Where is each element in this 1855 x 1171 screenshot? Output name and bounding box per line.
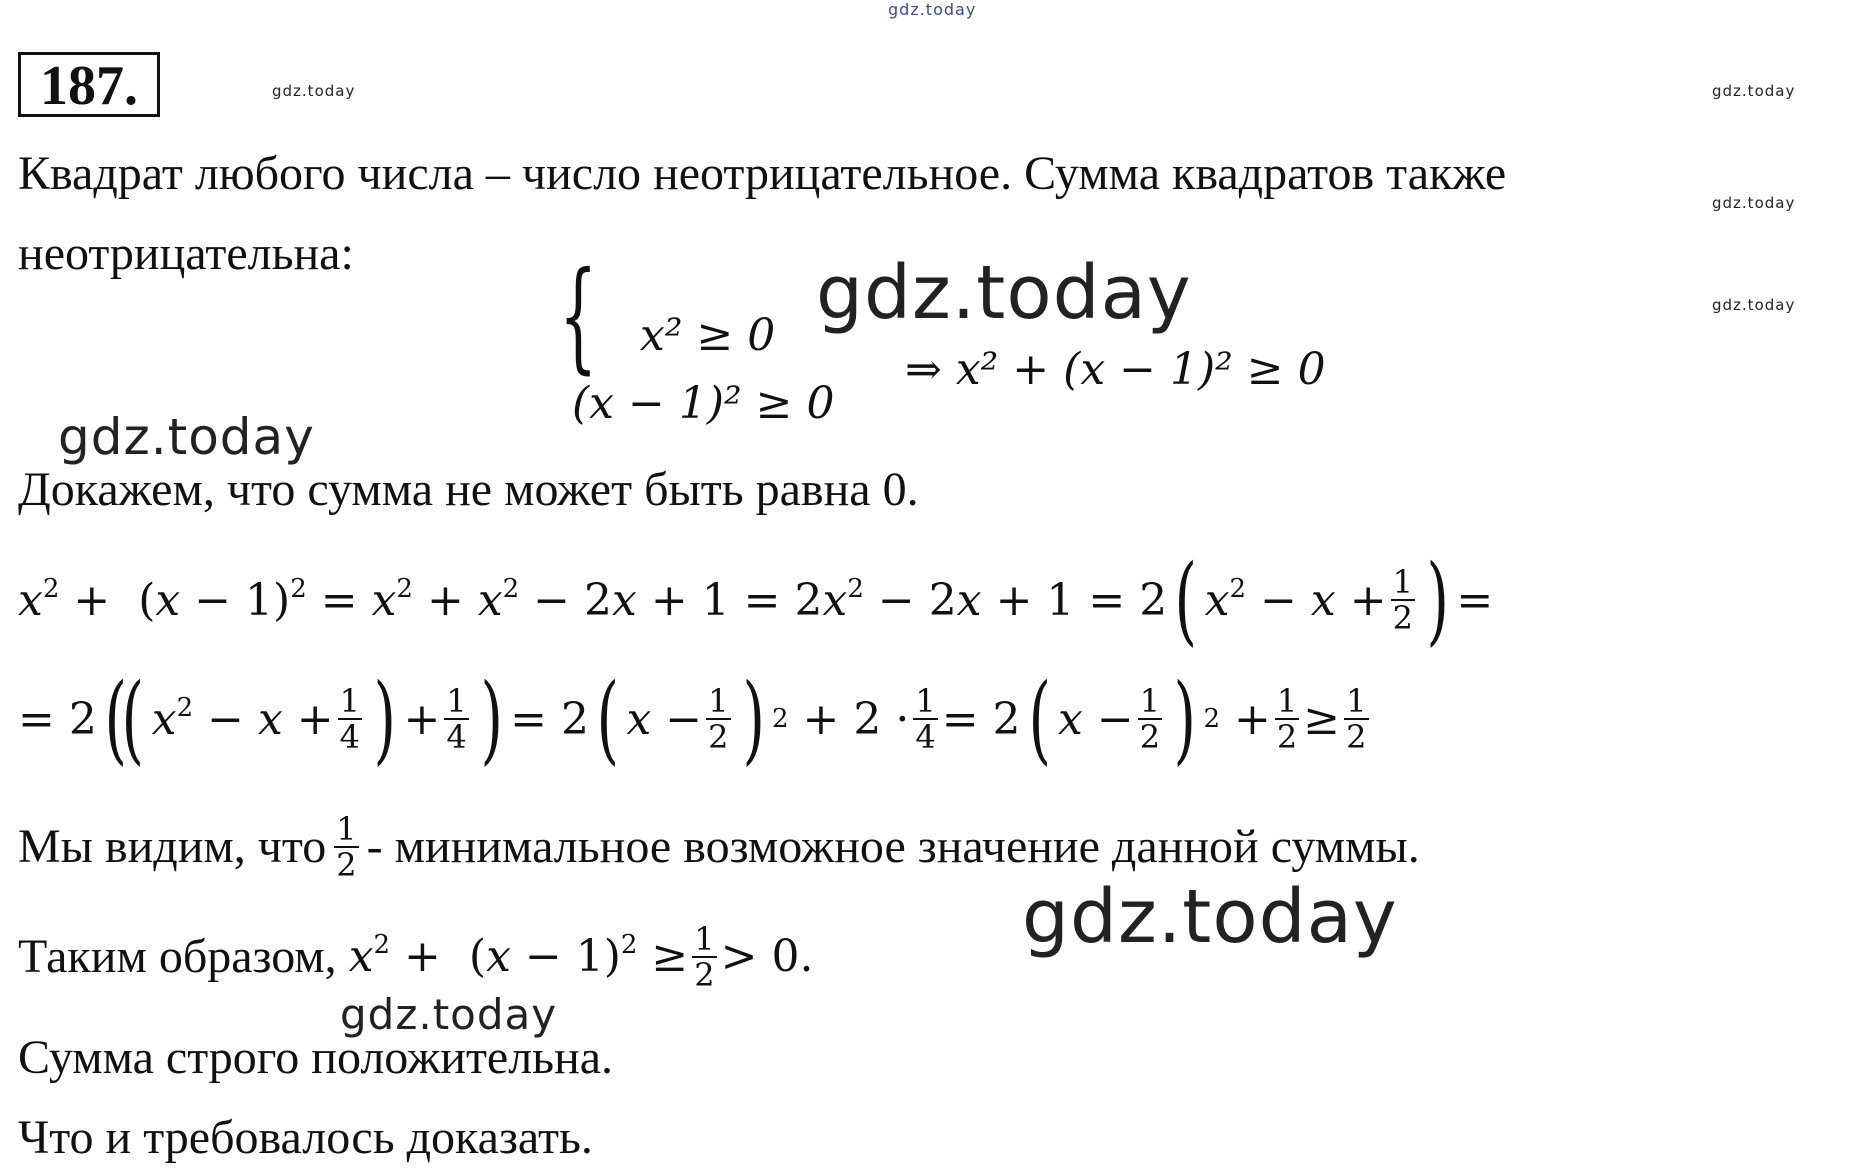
system-eq-2: (x − 1)² ≥ 0	[572, 378, 835, 429]
watermark-large: gdz.today	[1022, 874, 1398, 960]
text-prove: Докажем, что сумма не может быть равна 0.	[18, 463, 919, 516]
system-result: ⇒ x² + (x − 1)² ≥ 0	[905, 344, 1326, 395]
text-minimum-after: - минимальное возможное значение данной суммы.	[366, 820, 1420, 873]
text-thus-label: Таким образом,	[18, 930, 337, 983]
fraction-quarter: $\frac{1}{4}$	[446, 682, 467, 756]
fraction-half: $\frac{1}{2}$	[708, 682, 729, 756]
watermark-small: gdz.today	[1712, 194, 1796, 212]
text-minimum	[18, 812, 1420, 882]
watermark-small: gdz.today	[272, 82, 356, 100]
text-line-2: неотрицательна:	[18, 227, 354, 280]
problem-number: 187.	[18, 52, 160, 117]
fraction-quarter: $\frac{1}{4}$	[339, 682, 361, 756]
fraction-half: $\frac{1}{2}$	[336, 810, 357, 884]
watermark-large: gdz.today	[816, 250, 1192, 336]
fraction-quarter: $\frac{1}{4}$	[915, 682, 936, 756]
system-eq-1: x² ≥ 0	[640, 310, 776, 361]
fraction-half: $\frac{1}{2}$	[694, 920, 715, 994]
text-qed: Что и требовалось доказать.	[18, 1111, 593, 1164]
text-minimum-before: Мы видим, что	[18, 820, 327, 873]
fraction-half: $\frac{1}{2}$	[1139, 682, 1161, 756]
fraction-half: $\frac{1}{2}$	[1392, 563, 1413, 637]
text-thus: Таким образом, $x^2 + (x - 1)^2$ ≥ $\frac{1}{2}$ > 0.	[18, 920, 814, 994]
watermark-medium: gdz.today	[58, 408, 315, 466]
fraction-half: $\frac{1}{2}$	[1276, 682, 1298, 756]
text-positive: Сумма строго положительна.	[18, 1031, 614, 1084]
watermark-small: gdz.today	[1712, 82, 1796, 100]
fraction-half: $\frac{1}{2}$	[1346, 682, 1367, 756]
text-line-1: Квадрат любого числа – число неотрицательное. Сумма квадратов также	[18, 147, 1507, 200]
system-brace: {	[559, 247, 598, 386]
math-line-1: $x^2 + (x - 1)^2 = x^2 + x^2 - 2x + 1 = 2x^2 - 2x + 1 = 2$ ( $x^2 - x$ + $\frac{1}{2}$ ) =	[18, 544, 1494, 656]
watermark-small: gdz.today	[1712, 296, 1796, 314]
math-line-2: = 2 ( ( $x^2 - x$ + $\frac{1}{4}$ ) + $\frac{1}{4}$ ) = 2 ( x − $\frac{1}{2}$ ) 2 + 2 · $\frac{1}{4}$ = 2 ( x − $\frac{1}{2}$ ) 2 + $\frac{1}{2}$ ≥ $\frac{1}{2}$	[18, 663, 1367, 775]
watermark-medium: gdz.today	[340, 990, 558, 1039]
watermark-top: gdz.today	[888, 0, 977, 19]
